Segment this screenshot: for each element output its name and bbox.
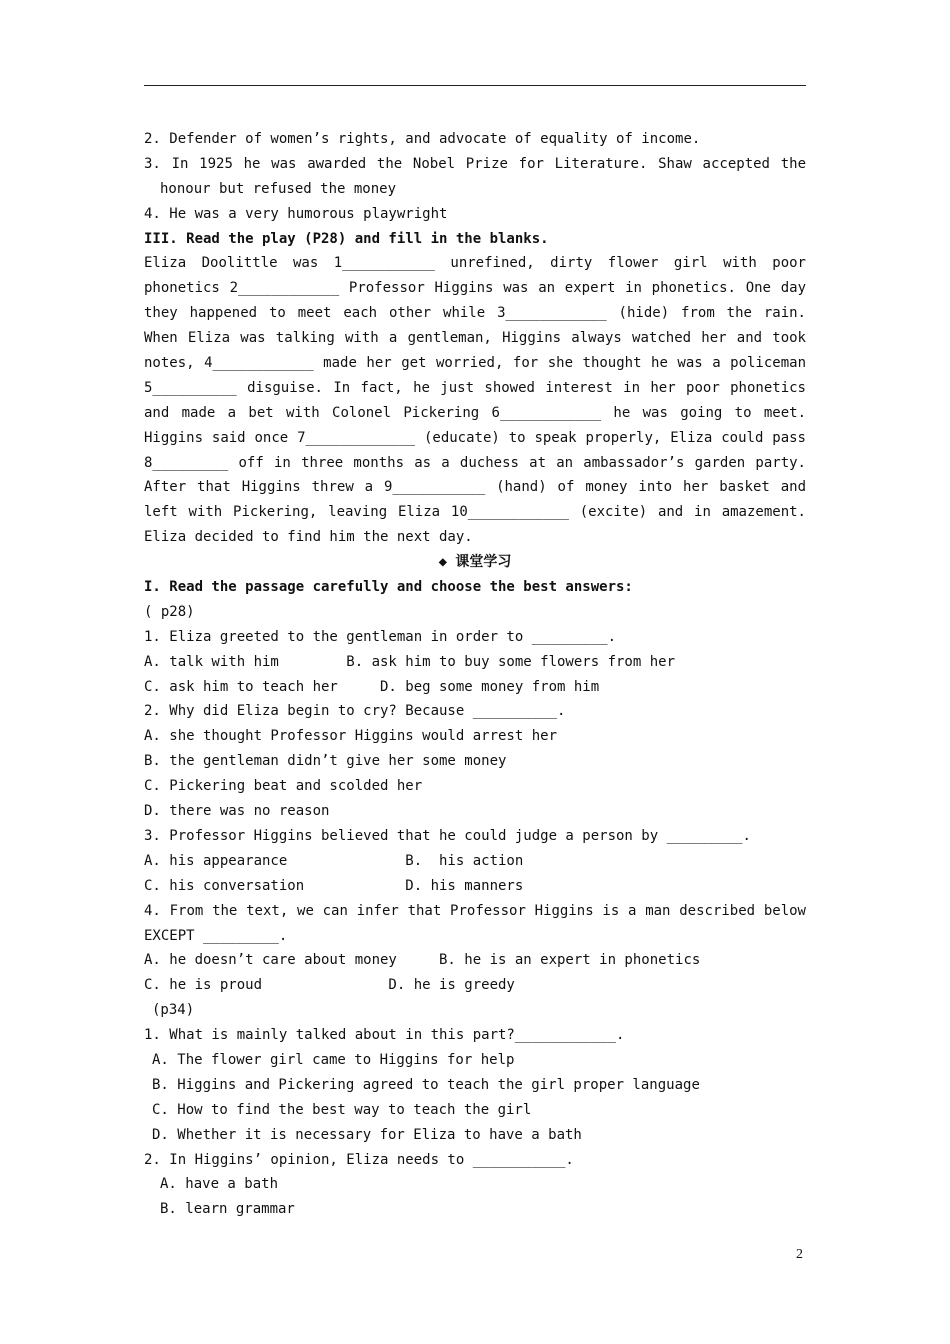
text-line: notes, 4____________ made her get worried, for she thought he was a policeman (144, 355, 806, 372)
text-line: D. Whether it is necessary for Eliza to have a bath (152, 1126, 582, 1143)
text-line: 4. He was a very humorous playwright (144, 205, 448, 222)
text-line: Eliza decided to find him the next day. (144, 529, 473, 546)
text-line: ◆ 课堂学习 (438, 554, 512, 571)
header-rule (144, 85, 806, 86)
text-line: 2. Why did Eliza begin to cry? Because __________. (144, 703, 566, 720)
text-line: Higgins said once 7_____________ (educate) to speak properly, Eliza could pass (144, 429, 806, 446)
text-line: EXCEPT _________. (144, 927, 288, 944)
text-line: ( p28) (144, 603, 195, 620)
text-line: A. have a bath (160, 1176, 279, 1193)
text-line: C. he is proud D. he is greedy (144, 977, 515, 994)
text-line: B. Higgins and Pickering agreed to teach the girl proper language (152, 1076, 700, 1093)
text-line: III. Read the play (P28) and fill in the blanks. (144, 230, 549, 247)
document-body (144, 127, 806, 1222)
text-line: 2. Defender of women’s rights, and advocate of equality of income. (144, 131, 701, 147)
text-line: 3. In 1925 he was awarded the Nobel Prize for Literature. Shaw accepted the (144, 155, 806, 172)
text-line: I. Read the passage carefully and choose the best answers: (144, 579, 633, 596)
text-line: 1. What is mainly talked about in this part?____________. (144, 1027, 625, 1044)
text-line: A. talk with him B. ask him to buy some flowers from her (144, 653, 676, 670)
text-line: After that Higgins threw a 9___________ (hand) of money into her basket and (144, 479, 806, 496)
text-line: they happened to meet each other while 3____________ (hide) from the rain. (144, 305, 806, 322)
text-line: 5__________ disguise. In fact, he just showed interest in her poor phonetics (144, 379, 806, 396)
text-line: C. his conversation D. his manners (144, 877, 524, 894)
text-line: D. there was no reason (144, 803, 330, 820)
text-line: 1. Eliza greeted to the gentleman in order to _________. (144, 628, 617, 645)
text-line: 4. From the text, we can infer that Professor Higgins is a man described below (144, 902, 806, 919)
text-line: B. the gentleman didn’t give her some money (144, 753, 507, 770)
text-line: 3. Professor Higgins believed that he could judge a person by _________. (144, 827, 751, 844)
text-line: left with Pickering, leaving Eliza 10____________ (excite) and in amazement. (144, 504, 806, 521)
text-line: When Eliza was talking with a gentleman, Higgins always watched her and took (144, 330, 806, 347)
text-line: and made a bet with Colonel Pickering 6____________ he was going to meet. (144, 404, 806, 421)
text-line: B. learn grammar (160, 1201, 295, 1218)
text-line: A. she thought Professor Higgins would arrest her (144, 728, 558, 745)
text-line: A. The flower girl came to Higgins for help (152, 1051, 515, 1068)
text-line: A. his appearance B. his action (144, 852, 524, 869)
text-line: honour but refused the money (160, 180, 397, 197)
text-line: 8_________ off in three months as a duchess at an ambassador’s garden party. (144, 454, 806, 471)
text-line: C. How to find the best way to teach the girl (152, 1101, 532, 1118)
text-line: 2. In Higgins’ opinion, Eliza needs to ___________. (144, 1151, 574, 1168)
text-line: Eliza Doolittle was 1___________ unrefined, dirty flower girl with poor (144, 255, 806, 272)
text-line: C. ask him to teach her D. beg some money from him (144, 678, 600, 695)
text-line: (p34) (152, 1002, 195, 1019)
text-line: A. he doesn’t care about money B. he is an expert in phonetics (144, 952, 701, 969)
text-line: C. Pickering beat and scolded her (144, 778, 423, 795)
text-line: phonetics 2____________ Professor Higgins was an expert in phonetics. One day (144, 280, 806, 297)
page-number: 2 (796, 1247, 803, 1262)
